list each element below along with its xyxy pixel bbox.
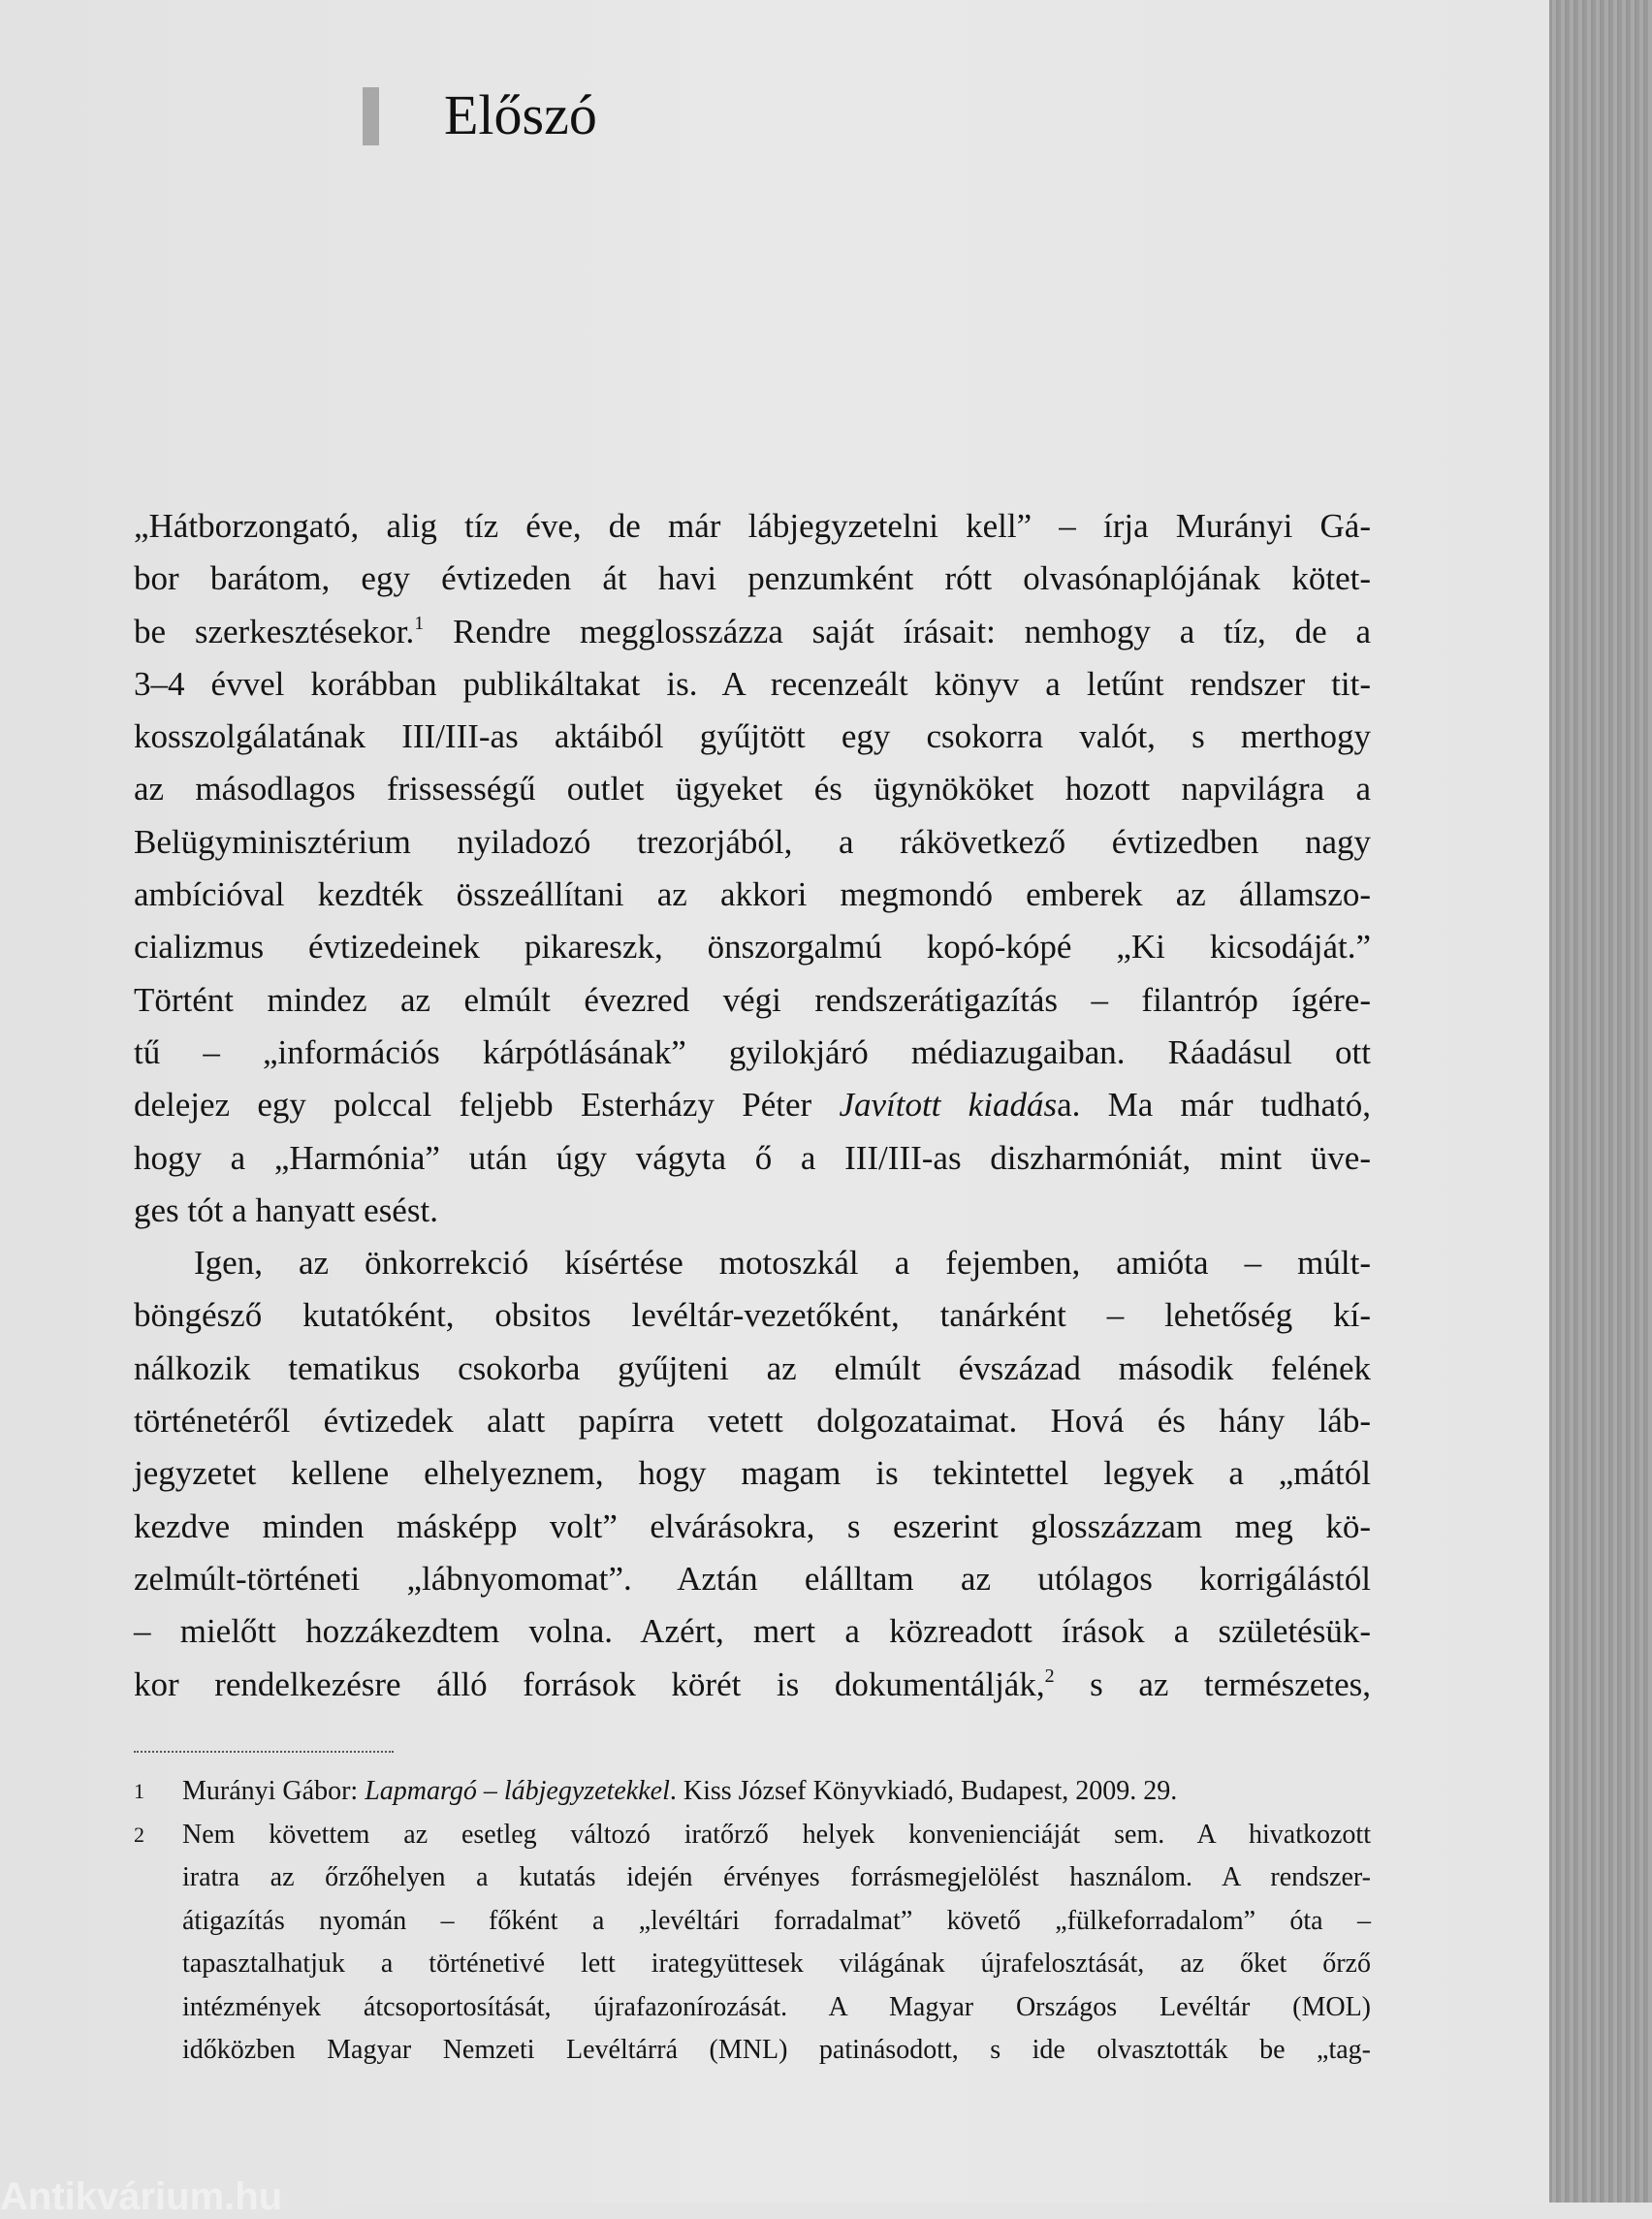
text-segment: zelmúlt-történeti „lábnyomomat”. Aztán elálltam az utólagos korrigálástól (134, 1559, 1371, 1598)
text-line (134, 1659, 1371, 1711)
text-line (134, 1605, 1371, 1658)
text-segment: jegyzetet kellene elhelyeznem, hogy magam is tekintettel legyek a „mától (134, 1454, 1371, 1493)
text-segment: időközben Magyar Nemzeti Levéltárrá (MNL) patinásodott, s ide olvasztották be „tag- (182, 2035, 1371, 2065)
text-line (134, 500, 1371, 553)
text-line (134, 1343, 1371, 1395)
footnote-separator (134, 1751, 394, 1753)
text-line (182, 1770, 1371, 1814)
text-segment: ges tót a hanyatt esést. (134, 1190, 438, 1229)
text-line (134, 869, 1371, 921)
text-line (134, 1395, 1371, 1447)
heading-marker (363, 87, 379, 145)
text-line (134, 1132, 1371, 1185)
text-line (134, 1237, 1371, 1289)
text-segment: – mielőtt hozzákezdtem volna. Azért, mert a közreadott írások a születésük- (134, 1612, 1371, 1651)
text-segment: nálkozik tematikus csokorba gyűjteni az elmúlt évszázad második felének (134, 1348, 1371, 1387)
text-segment: Lapmargó – lábjegyzetekkel (365, 1776, 670, 1806)
text-segment: a. Ma már tudható, (1057, 1086, 1371, 1125)
text-line (134, 658, 1371, 711)
text-segment: böngésző kutatóként, obsitos levéltár-vezetőként, tanárként – lehetőség kí- (134, 1296, 1371, 1335)
text-line (134, 974, 1371, 1027)
text-segment: Murányi Gábor: (182, 1776, 365, 1806)
text-line (134, 553, 1371, 605)
body-text (134, 500, 1371, 1711)
text-segment: kor rendelkezésre álló források körét is dokumentálják, (134, 1664, 1045, 1703)
text-line (134, 921, 1371, 973)
text-segment: „Hátborzongató, alig tíz éve, de már lábjegyzetelni kell” – írja Murányi Gá- (134, 507, 1371, 545)
footnote-reference: 2 (1044, 1664, 1055, 1687)
text-segment: kosszolgálatának III/III-as aktáiból gyűjtött egy csokorra valót, s merthogy (134, 717, 1371, 756)
page-edge-stack (1549, 0, 1652, 2203)
footnote (134, 1814, 1371, 2073)
footnote-reference: 1 (414, 612, 425, 634)
text-line (182, 1943, 1371, 1986)
text-line (134, 1447, 1371, 1500)
text-line (134, 1185, 1371, 1237)
text-segment: Javított kiadás (839, 1086, 1058, 1125)
text-line (134, 1079, 1371, 1131)
text-segment: Nem követtem az esetleg változó iratőrző helyek konvenienciáját sem. A hivatkozott (182, 1819, 1371, 1850)
text-segment: tű – „információs kárpótlásának” gyilokjáró médiazugaiban. Ráadásul ott (134, 1032, 1371, 1071)
footnote (134, 1770, 1371, 1814)
text-segment: ambícióval kezdték összeállítani az akkori megmondó emberek az államszo- (134, 875, 1371, 914)
text-segment: Belügyminisztérium nyiladozó trezorjából, a rákövetkező évtizedben nagy (134, 822, 1371, 861)
text-line (182, 1900, 1371, 1944)
footnotes (134, 1770, 1371, 2073)
footnote-number: 2 (134, 1822, 144, 1847)
text-segment: az másodlagos frissességű outlet ügyeket és ügynököket hozott napvilágra a (134, 770, 1371, 808)
text-segment: bor barátom, egy évtizeden át havi penzumként rótt olvasónaplójának kötet- (134, 559, 1371, 598)
text-line (182, 1856, 1371, 1900)
text-line (134, 763, 1371, 815)
text-segment: cializmus évtizedeinek pikareszk, önszorgalmú kopó-kópé „Ki kicsodáját.” (134, 928, 1371, 967)
chapter-title: Előszó (444, 83, 597, 146)
footnote-number: 1 (134, 1779, 144, 1803)
text-segment: s az természetes, (1054, 1664, 1371, 1703)
text-segment: iratra az őrzőhelyen a kutatás idején érvényes forrásmegjelölést használom. A rendszer- (182, 1862, 1371, 1892)
text-segment: hogy a „Harmónia” után úgy vágyta ő a III/III-as diszharmóniát, mint üve- (134, 1138, 1371, 1177)
text-line (134, 1501, 1371, 1553)
text-segment: Történt mindez az elmúlt évezred végi rendszerátigazítás – filantróp ígére- (134, 980, 1371, 1019)
text-line (182, 1986, 1371, 2030)
text-line (134, 1289, 1371, 1342)
text-segment: Igen, az önkorrekció kísértése motoszkál a fejemben, amióta – múlt- (194, 1244, 1371, 1283)
text-segment: kezdve minden másképp volt” elvárásokra, s eszerint glosszázzam meg kö- (134, 1506, 1371, 1545)
text-segment: . Kiss József Könyvkiadó, Budapest, 2009. 29. (669, 1776, 1178, 1806)
text-segment: delejez egy polccal feljebb Esterházy Péter (134, 1086, 840, 1125)
text-segment: Rendre megglosszázza saját írásait: nemhogy a tíz, de a (424, 612, 1371, 650)
watermark: Antikvárium.hu (0, 2175, 283, 2218)
text-line (134, 1027, 1371, 1079)
text-line (134, 711, 1371, 763)
text-segment: történetéről évtizedek alatt papírra vetett dolgozataimat. Hová és hány láb- (134, 1402, 1371, 1441)
text-segment: be szerkesztésekor. (134, 612, 415, 650)
text-segment: átigazítás nyomán – főként a „levéltári forradalmat” követő „fülkeforradalom” óta – (182, 1905, 1371, 1936)
text-segment: tapasztalhatjuk a történetivé lett irategyüttesek világának újrafelosztását, az őket őrző (182, 1949, 1371, 1979)
text-line (134, 1553, 1371, 1605)
text-line (182, 1814, 1371, 1857)
text-segment: intézmények átcsoportosítását, újrafazonírozását. A Magyar Országos Levéltár (MOL) (182, 1991, 1371, 2022)
text-segment: 3–4 évvel korábban publikáltakat is. A recenzeált könyv a letűnt rendszer tit- (134, 664, 1371, 703)
text-line (134, 816, 1371, 869)
text-line (182, 2029, 1371, 2073)
text-line (134, 606, 1371, 658)
